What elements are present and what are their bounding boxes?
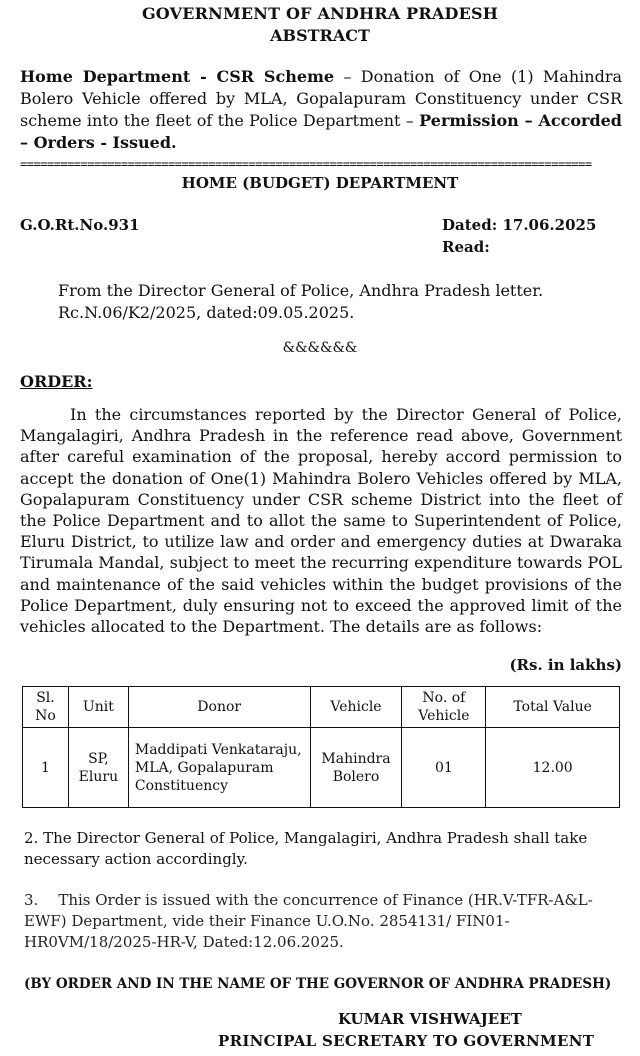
subject-paragraph [20, 66, 622, 154]
header-no-of-vehicle: No. of Vehicle [402, 687, 486, 728]
go-number: G.O.Rt.No.931 [20, 216, 140, 234]
donation-details-table [22, 686, 620, 808]
subject-text: – Donation of One (1) Mahindra Bolero Vehicle offered by MLA, Gopalapuram Constituency under CSR scheme into the fleet of the Police Department – [20, 67, 623, 130]
cell-sl-no: 1 [23, 728, 69, 808]
paragraph-3-number: 3. [24, 891, 39, 909]
government-title: GOVERNMENT OF ANDHRA PRADESH [141, 4, 499, 23]
paragraph-3-text: This Order is issued with the concurrence of Finance (HR.V-TFR-A&L-EWF) Department, vide their Finance U.O.No. 2854131/ FIN01-HR0VM/18/2025-HR-V, Dated:12.06.2025. [24, 891, 593, 951]
reference-line-2: Rc.N.06/K2/2025, dated:09.05.2025. [58, 303, 355, 322]
separator-line: ===================================================================================== [20, 157, 592, 171]
table-row [23, 728, 620, 808]
units-note: (Rs. in lakhs) [509, 656, 622, 674]
section-separator: &&&&&& [282, 340, 358, 356]
header-total-value: Total Value [486, 687, 620, 728]
cell-no-of-vehicle: 01 [402, 728, 486, 808]
header-donor: Donor [128, 687, 310, 728]
abstract-heading: ABSTRACT [270, 26, 370, 45]
table-header-row [23, 687, 620, 728]
header-unit: Unit [68, 687, 128, 728]
reference-line-1: From the Director General of Police, Andhra Pradesh letter. [58, 281, 544, 300]
order-date: Dated: 17.06.2025 [442, 216, 597, 234]
header-vehicle: Vehicle [310, 687, 402, 728]
reference-text [58, 280, 620, 324]
order-paragraph: In the circumstances reported by the Director General of Police, Mangalagiri, Andhra Pradesh in the reference read above, Government after careful examination of the proposal, hereby accord permission to accept the donation of One(1) Mahindra Bolero Vehicles offered by MLA, Gopalapuram Constituency under CSR scheme District into the fleet of the Police Department and to allot the same to Superintendent of Police, Eluru District, to utilize law and order and emergency duties at Dwaraka Tirumala Mandal, subject to meet the recurring expenditure towards POL and maintenance of the said vehicles within the budget provisions of the Police Department, duly ensuring not to exceed the approved limit of the vehicles allocated to the Department. The details are as follows: [20, 405, 622, 637]
cell-vehicle: Mahindra Bolero [310, 728, 402, 808]
paragraph-2: 2. The Director General of Police, Mangalagiri, Andhra Pradesh shall take necessary action accordingly. [24, 829, 588, 868]
signatory-name: KUMAR VISHWAJEET [338, 1010, 522, 1028]
subject-status: Permission – Accorded – Orders - Issued. [20, 111, 622, 152]
paragraph-3 [24, 890, 622, 953]
cell-total-value: 12.00 [486, 728, 620, 808]
header-sl-no: Sl. No [23, 687, 69, 728]
read-label: Read: [442, 238, 490, 256]
cell-donor: Maddipati Venkataraju, MLA, Gopalapuram Constituency [128, 728, 310, 808]
by-order-line: (BY ORDER AND IN THE NAME OF THE GOVERNOR OF ANDHRA PRADESH) [24, 976, 612, 992]
order-heading: ORDER: [20, 372, 93, 391]
signatory-designation: PRINCIPAL SECRETARY TO GOVERNMENT [218, 1032, 595, 1050]
subject-department: Home Department - CSR Scheme [20, 67, 335, 86]
department-heading: HOME (BUDGET) DEPARTMENT [181, 174, 459, 192]
cell-unit: SP, Eluru [68, 728, 128, 808]
